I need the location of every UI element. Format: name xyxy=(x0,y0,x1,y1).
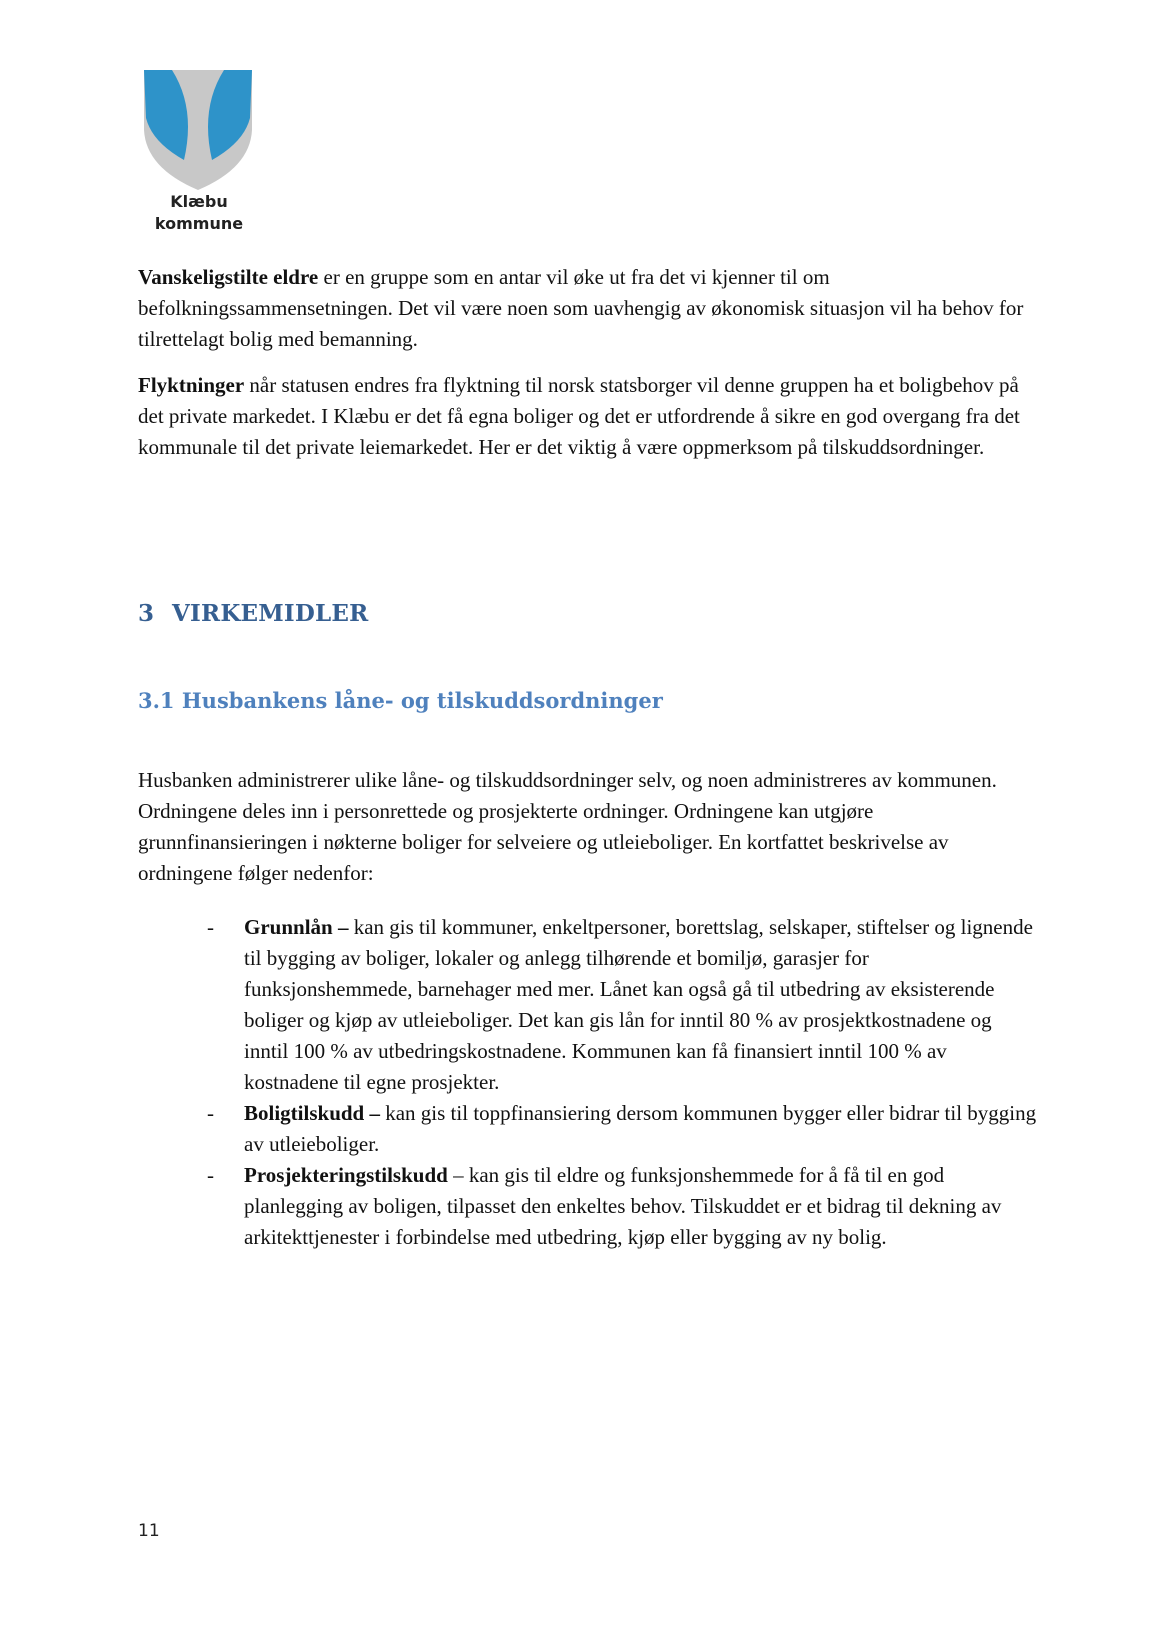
paragraph-refugees xyxy=(138,370,1028,463)
bullet-dash: - xyxy=(207,1101,214,1125)
bullet-dash: - xyxy=(207,915,214,939)
coat-of-arms-icon xyxy=(138,68,260,192)
paragraph-text: når statusen endres fra flyktning til norsk statsborger vil denne gruppen ha et boligbehov på det private markedet. I Klæbu er det få egna boliger og det er utfordrende å sikre en god overgang fra det kommunale til det private leiemarkedet. Her er det viktig å være oppmerksom på tilskuddsordninger. xyxy=(138,373,1020,459)
intro-paragraph xyxy=(138,765,1028,889)
logo-line2: kommune xyxy=(154,214,244,233)
paragraph-vulnerable-elderly xyxy=(138,262,1028,355)
section-heading xyxy=(138,600,368,627)
list-item-term: Grunnlån – xyxy=(244,915,349,939)
paragraph-term: Flyktninger xyxy=(138,373,245,397)
paragraph-term: Vanskeligstilte eldre xyxy=(138,265,319,289)
list-item-text: kan gis til kommuner, enkeltpersoner, borettslag, selskaper, stiftelser og lignende til bygging av boliger, lokaler og anlegg tilhørende et bomiljø, garasjer for funksjonshemmede, barnehager med mer. Lånet kan også gå til utbedring av eksisterende boliger og kjøp av utleieboliger. Det kan gis lån for inntil 80 % av prosjektkostnadene og inntil 100 % av utbedringskostnadene. Kommunen kan få finansiert inntil 100 % av kostnadene til egne prosjekter. xyxy=(244,915,1033,1094)
subsection-heading: 3.1 Husbankens låne- og tilskuddsordninger xyxy=(138,688,663,713)
section-title: VIRKEMIDLER xyxy=(172,600,369,627)
paragraph-text: er en gruppe som en antar vil øke ut fra det vi kjenner til om befolkningssammensetningen. Det vil være noen som uavhengig av økonomisk situasjon vil ha behov for tilrettelagt bolig med bemanning. xyxy=(138,265,1024,351)
section-number: 3 xyxy=(138,600,155,627)
list-item xyxy=(207,912,1037,1098)
intro-text: Husbanken administrerer ulike låne- og tilskuddsordninger selv, og noen administreres av kommunen. Ordningene deles inn i personrettede og prosjekterte ordninger. Ordningene kan utgjøre grunnfinansieringen i nøkterne boliger for selveiere og utleieboliger. En kortfattet beskrivelse av ordningene følger nedenfor: xyxy=(138,768,997,885)
bullet-dash: - xyxy=(207,1163,214,1187)
list-item-text: kan gis til toppfinansiering dersom kommunen bygger eller bidrar til bygging av utleieboliger. xyxy=(244,1101,1037,1156)
municipality-logo xyxy=(138,68,260,244)
list-item-term: Prosjekteringstilskudd xyxy=(244,1163,448,1187)
logo-line1: Klæbu xyxy=(170,192,228,211)
list-item xyxy=(207,1098,1037,1160)
list-item xyxy=(207,1160,1037,1253)
page-number: 11 xyxy=(138,1521,160,1541)
list-item-text: – kan gis til eldre og funksjonshemmede for å få til en god planlegging av boligen, tilpasset den enkeltes behov. Tilskuddet er et bidrag til dekning av arkitekttjenester i forbindelse med utbedring, kjøp eller bygging av ny bolig. xyxy=(244,1163,1002,1249)
schemes-list xyxy=(207,912,1037,1253)
list-item-term: Boligtilskudd – xyxy=(244,1101,380,1125)
